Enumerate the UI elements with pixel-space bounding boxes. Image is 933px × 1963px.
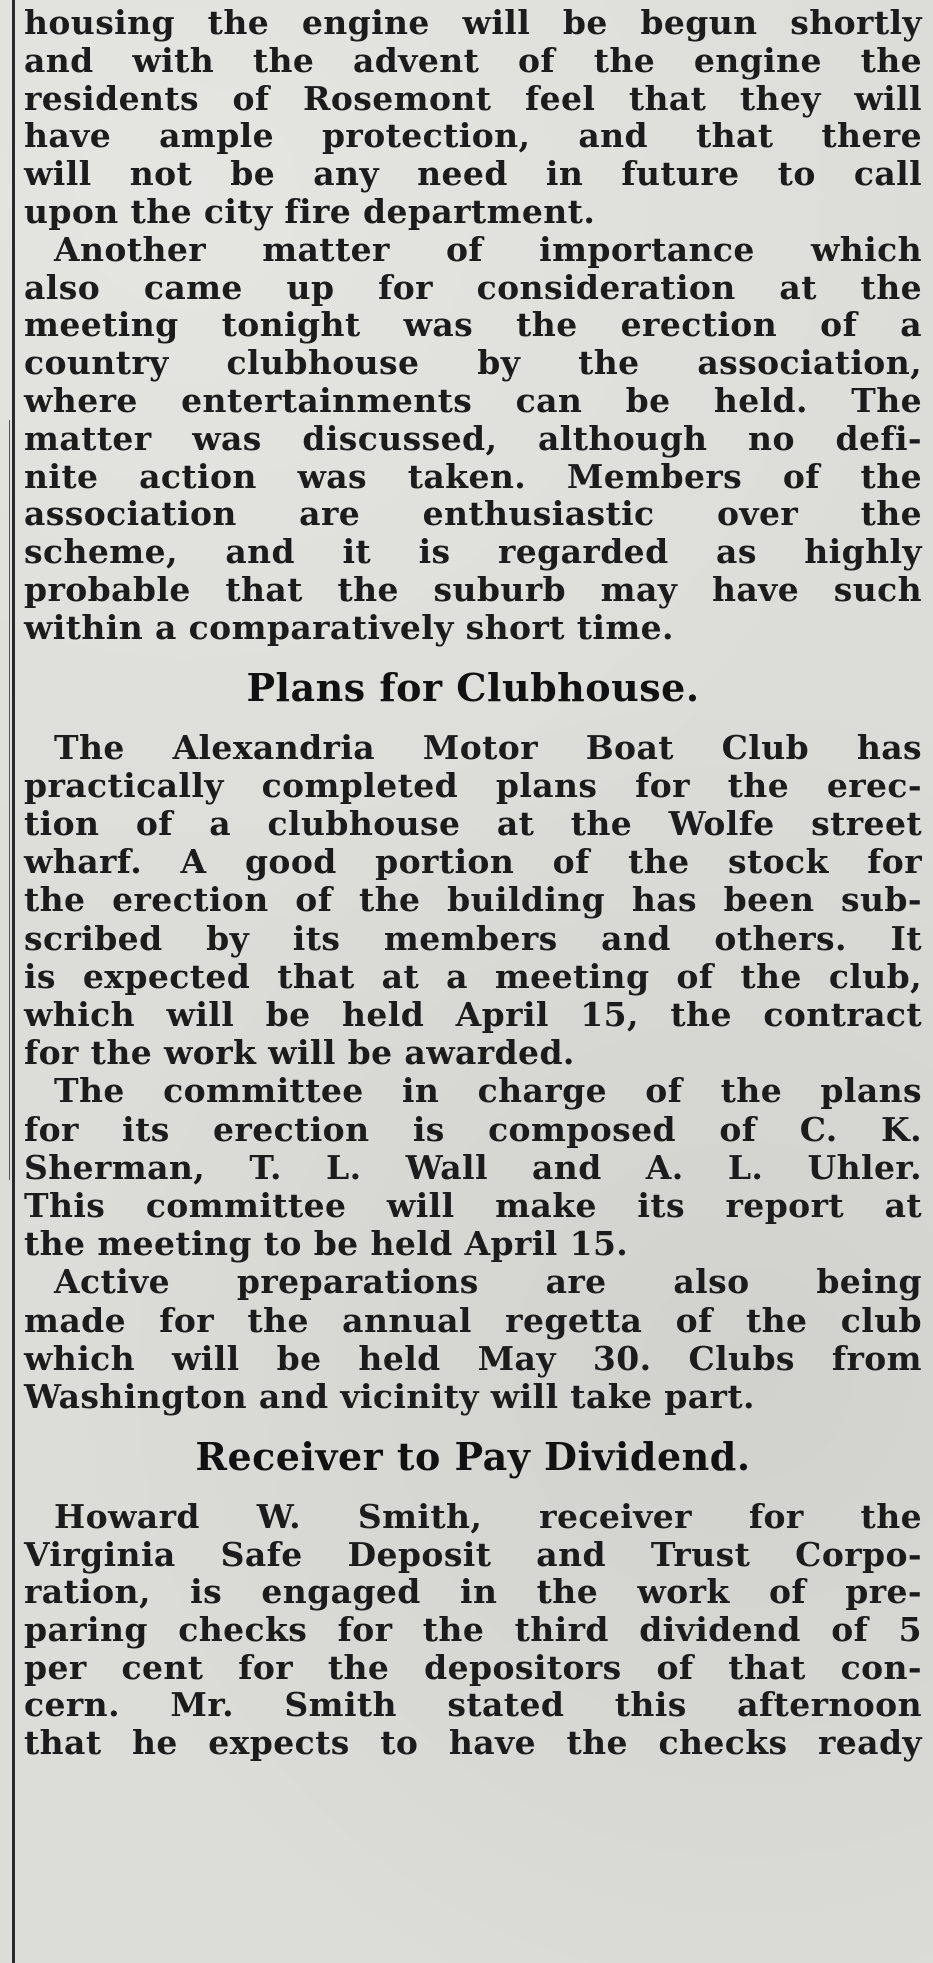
text-line: for the work will be awarded.	[24, 1033, 575, 1073]
paragraph-regatta	[24, 1263, 922, 1416]
text-line: that he expects to have the checks ready	[24, 1722, 922, 1762]
text-line: within a comparatively short time.	[24, 607, 674, 647]
text-line: residents of Rosemont feel that they will	[24, 78, 922, 118]
text-line: per cent for the depositors of that con-	[24, 1647, 922, 1687]
text-line: matter was discussed, although no defi-	[24, 418, 922, 458]
paragraph-motor-boat-club	[24, 729, 922, 1073]
text-line: ration, is engaged in the work of pre-	[24, 1572, 922, 1612]
column-rule-faint	[9, 420, 10, 1180]
text-line: wharf. A good portion of the stock for	[24, 842, 922, 882]
text-line: scribed by its members and others. It	[24, 918, 922, 958]
text-line: the meeting to be held April 15.	[24, 1224, 629, 1264]
text-line: meeting tonight was the erection of a	[24, 305, 922, 345]
text-line: also came up for consideration at the	[24, 267, 922, 307]
text-line: for its erection is composed of C. K.	[24, 1109, 922, 1149]
text-line: Active preparations are also being	[54, 1262, 922, 1302]
text-line: which will be held May 30. Clubs from	[24, 1338, 922, 1378]
article-column	[24, 4, 922, 1761]
text-line: scheme, and it is regarded as highly	[24, 532, 922, 572]
text-line: upon the city fire department.	[24, 191, 596, 231]
text-line: will not be any need in future to call	[24, 154, 922, 194]
text-line: tion of a clubhouse at the Wolfe street	[24, 803, 922, 843]
section-heading-clubhouse: Plans for Clubhouse.	[246, 664, 700, 710]
text-line: country clubhouse by the association,	[24, 343, 922, 383]
text-line: Sherman, T. L. Wall and A. L. Uhler.	[24, 1147, 922, 1187]
text-line: The Alexandria Motor Boat Club has	[54, 727, 922, 767]
text-line: the erection of the building has been sub-	[24, 880, 922, 920]
paragraph-committee	[24, 1072, 922, 1263]
section-heading-dividend: Receiver to Pay Dividend.	[195, 1434, 751, 1480]
text-line: The committee in charge of the plans	[54, 1071, 922, 1111]
text-line: Another matter of importance which	[54, 229, 922, 269]
text-line: nite action was taken. Members of the	[24, 456, 922, 496]
text-line: and with the advent of the engine the	[24, 40, 922, 80]
paragraph-receiver	[24, 1498, 922, 1761]
text-line: is expected that at a meeting of the club,	[24, 956, 922, 996]
paragraph-engine-housing	[24, 4, 922, 231]
text-line: Howard W. Smith, receiver for the	[54, 1497, 922, 1537]
text-line: This committee will make its report at	[24, 1185, 922, 1225]
text-line: paring checks for the third dividend of 5	[24, 1609, 922, 1649]
text-line: made for the annual regetta of the club	[24, 1300, 922, 1340]
column-rule	[12, 0, 15, 1963]
text-line: Virginia Safe Deposit and Trust Corpo-	[24, 1534, 922, 1574]
paragraph-country-clubhouse	[24, 231, 922, 647]
text-line: probable that the suburb may have such	[24, 569, 922, 609]
text-line: association are enthusiastic over the	[24, 494, 922, 534]
text-line: housing the engine will be begun shortly	[24, 3, 922, 42]
text-line: cern. Mr. Smith stated this afternoon	[24, 1685, 922, 1725]
text-line: which will be held April 15, the contract	[24, 994, 922, 1034]
text-line: where entertainments can be held. The	[24, 380, 922, 420]
text-line: have ample protection, and that there	[24, 116, 922, 156]
text-line: practically completed plans for the erec-	[24, 765, 922, 805]
text-line: Washington and vicinity will take part.	[24, 1377, 755, 1416]
